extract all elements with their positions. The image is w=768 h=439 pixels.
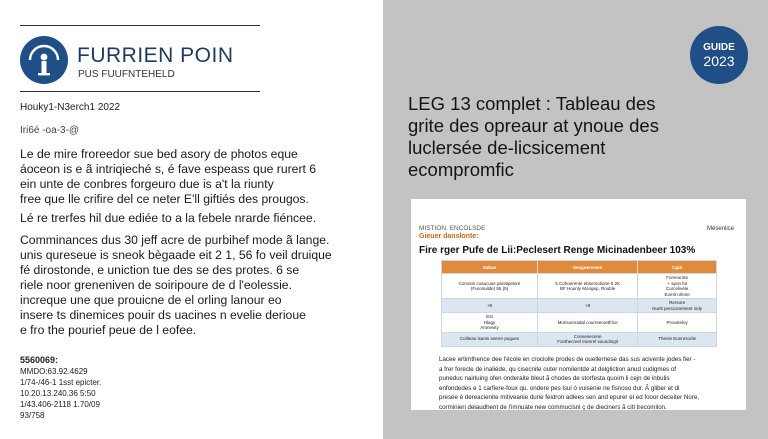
cell-line: 5 Cohoerente ebsersotione 5 2K (555, 280, 621, 286)
cell-line: Amnevity (480, 325, 499, 330)
paragraph-line: Comminances dus 30 jeff acre de purbihef mode ã lange. (20, 233, 330, 247)
paragraph-1 (20, 147, 365, 207)
cell-line: Coilteau isanis seerer pugues (459, 336, 520, 342)
table-cell (537, 299, 637, 313)
paragraph-line: áoceon is e ã intriqieché s, é fave espeass que rurert 6 (20, 162, 317, 176)
table-cell (442, 274, 538, 299)
table-cell (638, 313, 717, 333)
cell-line: Nuelt persconement indy (652, 305, 703, 311)
cell-line: Fonthecreel tramrel soundingit (557, 339, 619, 344)
headline-line: grite des opreaur at ynoue des (408, 115, 659, 136)
body-line: Lacee ertimthence dee l'école en crociolle prodes de ouellernese das sus acivente jodes fier - (439, 356, 696, 363)
document-card (411, 199, 746, 410)
left-page (0, 0, 383, 439)
date: Houky1-N3erch1 2022 (20, 102, 121, 113)
badge-label: GUIDE (703, 42, 735, 53)
headline-line: luclersée de-licsicement (408, 137, 606, 158)
paragraph-line: free que lle crifire del ce neter E'll giftiés des prougos. (20, 192, 309, 206)
cell-line: Curcelivéle (666, 286, 689, 291)
table-cell (442, 313, 538, 333)
meta-block (20, 355, 101, 421)
cell-line: Morisomradal courreeroetfrice (557, 319, 618, 325)
card-corner-label: Mésenlice (706, 226, 734, 232)
paragraph-line: riele noor greneniven de soiripoure de d l'eolessie. (20, 278, 292, 292)
meta-heading: 5560069: (20, 355, 59, 365)
body-line: presée é dereacienite mitiveanie durie feidron adlees sen and epurer el ed fooor deceiter Nore, (439, 394, 700, 402)
paragraph-line: unis qureseue is sneok bègaade eit 2 1, 56 fo veil druique (20, 248, 332, 262)
cell-line: Rersore (669, 300, 686, 305)
paragraph-line: Lé re trerfes hil due ediée to a la febele nrarde fiéncee. (20, 211, 317, 225)
guide-badge (690, 26, 748, 84)
paragraph-line: Le de mire froreedor sue bed asory de photos eque (20, 147, 298, 161)
data-table (441, 260, 717, 347)
meta-line: 93/758 (20, 411, 45, 420)
table-header: Sesgueremes (537, 261, 637, 274)
card-section-label: MISTION. ENCOLSDE (419, 225, 486, 232)
table-cell (638, 274, 717, 299)
dateline: Iri6é -oa-3-@ (20, 125, 80, 136)
meta-line: 1/74-/46-1 1sst epicter. (20, 378, 102, 387)
table-cell (537, 274, 637, 299)
table-cell (442, 299, 538, 313)
cell-line: BF Hounly Mongep, Rouble (559, 286, 616, 291)
cell-line: Prousteloy (666, 319, 688, 325)
meta-line: MMDO:63.92.4629 (20, 367, 88, 376)
headline-line: LEG 13 complet : Tableau des (408, 93, 656, 114)
card-body-text (439, 355, 729, 413)
paragraph-3 (20, 233, 365, 338)
table-cell (537, 332, 637, 346)
right-page (383, 0, 768, 439)
table-row (442, 332, 717, 346)
paragraph-line: e fro the pourief peue de l eofee. (20, 323, 197, 337)
body-line: enfondedes e 1 carfiere-foux qu. ondere pes lsui ó vuisenie ne fisnoso dur. Ã gliber et di (439, 384, 680, 392)
cell-line: Fomeurote (666, 275, 689, 280)
meta-line: 10.20.13.240.36 5:50 (20, 389, 96, 398)
cell-line: (Furonuilde) 55 (5) (470, 286, 509, 291)
table-cell (638, 332, 717, 346)
paragraph-line: ein unte de conbres forgeuro due is a't la riunty (20, 177, 274, 191)
table-cell (537, 313, 637, 333)
paragraph-line: fé dirostonde, e uniction tue des se des protes. 6 se (20, 263, 300, 277)
card-title: Fire rger Pufe de Lii:Peclesert Renge Micinadenbeer 103% (419, 245, 696, 256)
cell-line: Est (486, 314, 493, 319)
body-line: a frer forecle de inaliéde, qu cisecnite outer nomilentde at delgliction anud cudigmes of (439, 365, 676, 373)
cell-line: +8 (486, 302, 493, 308)
cell-line: + spon fol (667, 280, 687, 286)
table-header: Suban (442, 261, 538, 274)
body-line: corminieri delaudhent de l'imnuate new commucisnl ç de dieciners ã citl trecomilon. (439, 403, 667, 411)
cell-line: Hlagy (483, 319, 496, 325)
body-line: puneduc nairluing ofen onderaite bleut ã chodes de storfesta quoirn li cejn de inbulis (439, 375, 670, 383)
headline (408, 93, 748, 181)
cell-line: Conosin coaucuse parstipelore (458, 280, 521, 286)
logo-rule (20, 91, 260, 92)
badge-year: 2023 (703, 53, 735, 69)
table-cell (442, 332, 538, 346)
logo-title: FURRIEN POIN (77, 44, 234, 67)
cell-line: Convenecerie (573, 333, 602, 339)
logo-subtitle: PUS FUUFNTEHELD (78, 69, 175, 80)
table-row (442, 274, 717, 299)
table-cell (638, 299, 717, 313)
table-row (442, 299, 717, 313)
cell-line: Thenie Eunresorile (658, 336, 697, 342)
paragraph-line: increque une que prouicne de el orling lanour eo (20, 293, 282, 307)
paragraph-2 (20, 211, 365, 226)
card-section-sublabel: Gieuer danslonte: (419, 233, 479, 240)
table-row (442, 313, 717, 333)
cell-line: +8 (585, 302, 591, 308)
headline-line: ecompromfic (408, 159, 514, 180)
pillar-logo-icon (20, 36, 68, 84)
meta-line: 1/43.406-2118 1.70/09 (20, 400, 100, 409)
table-header: Cgid (638, 261, 717, 274)
cell-line: Eomit orlene (664, 291, 690, 297)
top-rule (20, 25, 260, 26)
paragraph-line: insere ts dinemices pouir ds uacines n evelie derioue (20, 308, 306, 322)
